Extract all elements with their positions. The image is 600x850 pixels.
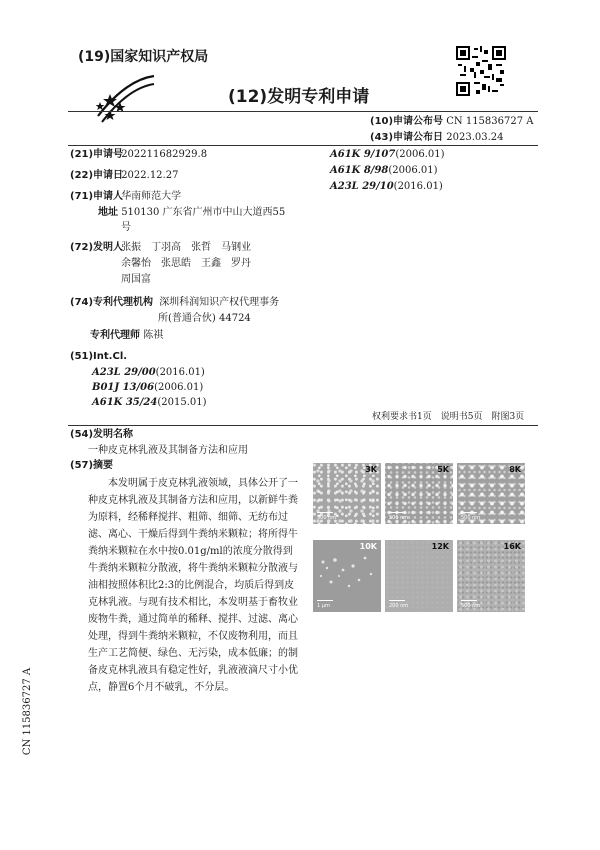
sem-panel	[313, 463, 381, 524]
ipc-entry	[330, 164, 438, 178]
application-number	[70, 148, 207, 162]
ipc-version: (2016.01)	[393, 181, 443, 192]
scale-bar	[389, 600, 405, 601]
int-cl-heading	[70, 350, 127, 364]
ipc-version: (2006.01)	[388, 165, 438, 176]
patent-agent	[90, 329, 163, 343]
ipc-entry	[330, 148, 445, 162]
int-cl-code: B01J 13/06	[92, 382, 155, 393]
ipc-version: (2006.01)	[395, 149, 445, 160]
pages-rule	[68, 425, 538, 426]
scale-bar	[317, 512, 333, 513]
sem-scale-label: 500 nm	[461, 603, 481, 609]
applicant-label: (71)申请人	[70, 191, 124, 202]
inventors	[70, 241, 251, 255]
scale-bar	[389, 512, 405, 513]
int-cl-version: (2006.01)	[154, 382, 204, 393]
document-type: (12)发明专利申请	[228, 87, 370, 107]
inventors-label: (72)发明人	[70, 242, 124, 253]
sem-scale-label: 500 nm	[389, 515, 409, 521]
int-cl-entry	[92, 381, 203, 395]
sem-scale-label: 1 μm	[317, 603, 330, 609]
sem-panel	[385, 463, 453, 524]
int-cl-version: (2016.01)	[155, 367, 205, 378]
sem-magnification: 3K	[365, 465, 377, 474]
applicant	[70, 190, 181, 204]
invention-title-label: (54)发明名称	[70, 429, 134, 440]
patent-agent-value: 陈祺	[143, 330, 164, 341]
patent-agent-label: 专利代理师	[90, 330, 140, 341]
sem-magnification: 5K	[437, 465, 449, 474]
pub-number-label: (10)申请公布号	[370, 116, 444, 127]
invention-title: 一种皮克林乳液及其制备方法和应用	[88, 445, 248, 456]
inventors-line-2: 余馨怡 张思皓 王鑫 罗丹	[121, 258, 251, 269]
address	[70, 206, 285, 220]
side-publication-number: CN 115836727 A	[22, 667, 34, 756]
sem-scale-label: 500 nm	[317, 515, 337, 521]
ipc-code: A61K 8/98	[330, 165, 389, 176]
scale-bar	[461, 512, 477, 513]
inventors-line-1: 张振 丁羽高 张哲 马钢业	[121, 242, 252, 253]
int-cl-code: A23L 29/00	[92, 367, 156, 378]
sem-panel	[457, 540, 525, 612]
abstract-label: (57)摘要	[70, 460, 114, 471]
application-date-label: (22)申请日	[70, 170, 124, 181]
sem-magnification: 8K	[509, 465, 521, 474]
sem-scale-label: 500 nm	[461, 515, 481, 521]
patent-agency	[70, 296, 279, 310]
int-cl-label: (51)Int.Cl.	[70, 351, 128, 362]
sem-panel	[457, 463, 525, 524]
scale-bar	[461, 600, 477, 601]
pub-date	[370, 131, 504, 145]
biblio-top-rule	[68, 145, 538, 146]
office-name: (19)国家知识产权局	[78, 49, 209, 65]
sem-panel	[385, 540, 453, 612]
scale-bar	[317, 600, 333, 601]
pages-info: 权利要求书1页 说明书5页 附图3页	[372, 412, 525, 422]
application-date	[70, 169, 178, 183]
sem-magnification: 10K	[359, 542, 377, 551]
int-cl-entry	[92, 366, 205, 380]
address-line-1: 510130 广东省广州市中山大道西55	[121, 207, 286, 218]
sem-magnification: 16K	[503, 542, 521, 551]
ipc-entry	[330, 180, 443, 194]
address-label: 地址	[98, 207, 118, 218]
application-number-label: (21)申请号	[70, 149, 124, 160]
qr-code-graphic	[456, 46, 506, 96]
application-date-value: 2022.12.27	[121, 170, 179, 181]
applicant-value: 华南师范大学	[121, 191, 182, 202]
patent-agency-label: (74)专利代理机构	[70, 297, 154, 308]
pub-number	[370, 115, 534, 129]
int-cl-entry	[92, 396, 207, 410]
cnipa-emblem-icon	[96, 72, 156, 124]
inventors-line-3: 周国富	[121, 274, 151, 285]
ipc-code: A61K 9/107	[330, 149, 396, 160]
int-cl-code: A61K 35/24	[92, 397, 158, 408]
pub-date-label: (43)申请公布日	[370, 132, 444, 143]
pub-date-value: 2023.03.24	[446, 132, 504, 143]
cnipa-logo	[96, 72, 156, 124]
sem-magnification: 12K	[431, 542, 449, 551]
qr-code	[456, 46, 506, 96]
sem-panel	[313, 540, 381, 612]
patent-agency-line-2: 所(普通合伙) 44724	[158, 313, 251, 324]
sem-scale-label: 200 nm	[389, 603, 409, 609]
int-cl-version: (2015.01)	[157, 397, 207, 408]
ipc-code: A23L 29/10	[330, 181, 394, 192]
abstract-text: 本发明属于皮克林乳液领域，具体公开了一种皮克林乳液及其制备方法和应用，以新鲜牛粪为原料，经稀释搅拌、粗筛、细筛、无纺布过滤、离心、干燥后得到牛粪纳米颗粒；将所得牛粪纳米颗粒在水中按0.01g/ml的浓度分散得到牛粪纳米颗粒分散液，将牛粪纳米颗粒分散液与油相按照体积比2:3的比例混合，均质后得到皮克林乳液。与现有技术相比，本发明基于畜牧业废物牛粪，通过简单的稀释、搅拌、过滤、离心处理，得到牛粪纳米颗粒，不仅废物利用，而且生产工艺简便、绿色、无污染，成本低廉；的制备皮克林乳液具有稳定性好，乳液液滴尺寸小优点，静置6个月不破乳，不分层。	[88, 478, 298, 693]
header-rule	[68, 111, 538, 112]
patent-agency-line-1: 深圳科润知识产权代理事务	[159, 297, 280, 308]
application-number-value: 202211682929.8	[121, 149, 208, 160]
address-line-2: 号	[121, 222, 131, 233]
sem-figure	[313, 463, 529, 619]
pub-number-value: CN 115836727 A	[446, 116, 534, 127]
